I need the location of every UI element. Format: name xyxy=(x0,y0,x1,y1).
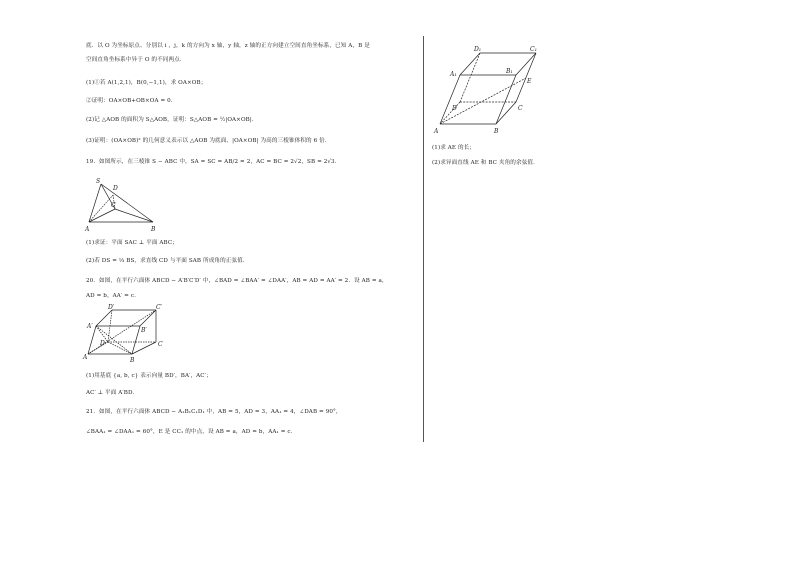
q18-intro-line-1: 底．以 O 为坐标原点、分别以 i ，j，k 的方向为 x 轴，y 轴，z 轴的正方向建立空间直角坐标系，已知 A，B 是 xyxy=(86,43,370,49)
fig19-label-d: D xyxy=(113,185,118,192)
q21-stem-1: 21．如图，在平行六面体 ABCD − A₁B₁C₁D₁ 中，AB = 5，AD = 3，AA₁ = 4，∠DAB = 90°， xyxy=(86,409,342,415)
q19-part1: (1)求证：平面 SAC ⊥ 平面 ABC； xyxy=(86,240,178,246)
fig21-label-b: B xyxy=(494,128,499,135)
fig19-label-a: A xyxy=(85,226,90,233)
fig20-label-b: B xyxy=(130,357,135,364)
fig21-label-c: C xyxy=(518,105,523,112)
figure-21-parallelepiped xyxy=(430,40,542,138)
q20-part1: (1)用基底 {a, b, c} 表示向量 BD′，BA′，AC′； xyxy=(86,373,212,379)
fig21-label-b1: B₁ xyxy=(506,68,513,75)
q20-part2: AC′ ⊥ 平面 A′BD． xyxy=(86,390,139,396)
q18-part3: (3)证明：(OA×OB)² 的几何意义表示以 △AOB 为底面、|OA×OB| 为高的三棱锥体积的 6 倍． xyxy=(86,138,331,144)
fig20-label-d-prime: D′ xyxy=(108,304,115,311)
figure-20-parallelepiped xyxy=(82,304,164,368)
fig21-label-c1: C₁ xyxy=(530,46,537,53)
fig21-label-a: A xyxy=(434,128,439,135)
fig19-label-b: B xyxy=(151,226,156,233)
q20-stem-2: AD = b，AA′ = c． xyxy=(86,293,140,299)
q21-part2: (2)求异面直线 AE 和 BC 夹角的余弦值． xyxy=(432,160,539,166)
q21-stem-2: ∠BAA₁ = ∠DAA₁ = 60°，E 是 CC₁ 的中点，设 AB = a，AD = b，AA₁ = c． xyxy=(86,429,297,435)
q18-part1-1: (1)①若 A(1,2,1)，B(0,−1,1)，求 OA×OB； xyxy=(86,80,207,86)
fig21-label-a1: A₁ xyxy=(450,71,457,78)
fig21-label-e: E xyxy=(527,78,532,85)
fig20-label-a-prime: A′ xyxy=(87,323,93,330)
fig20-label-d: D xyxy=(100,340,105,347)
q18-part2: (2)记 △AOB 的面积为 S△AOB，证明：S△AOB = ½|OA×OB|． xyxy=(86,117,258,123)
figure-19-tetrahedron xyxy=(82,176,162,234)
q21-part1: (1)求 AE 的长； xyxy=(432,145,476,151)
fig19-label-s: S xyxy=(96,178,101,185)
q18-part1-2: ②证明：OA×OB+OB×OA = 0． xyxy=(86,98,177,104)
column-divider xyxy=(423,36,424,442)
q18-intro-line-2: 空间直角坐标系中异于 O 的不同两点． xyxy=(86,57,186,63)
fig20-label-c-prime: C′ xyxy=(156,304,162,311)
fig20-label-c: C xyxy=(158,341,163,348)
q19-part2: (2)若 DS = ⅓ BS，求直线 CD 与平面 SAB 所成角的正弦值． xyxy=(86,258,249,264)
q19-stem: 19．如图所示，在三棱锥 S − ABC 中，SA = SC = AB/2 = 2，AC = BC = 2√2，SB = 2√3． xyxy=(86,159,341,165)
fig21-label-d1: D₁ xyxy=(474,46,482,53)
q20-stem-1: 20．如图，在平行六面体 ABCD − A′B′C′D′ 中，∠BAD = ∠BAA′ = ∠DAA′，AB = AD = AA′ = 2．设 AB = a， xyxy=(86,278,388,284)
fig20-label-a: A xyxy=(83,354,88,361)
fig19-label-c: C xyxy=(111,202,116,209)
fig21-label-d: D xyxy=(452,105,457,112)
fig20-label-b-prime: B′ xyxy=(141,327,147,334)
